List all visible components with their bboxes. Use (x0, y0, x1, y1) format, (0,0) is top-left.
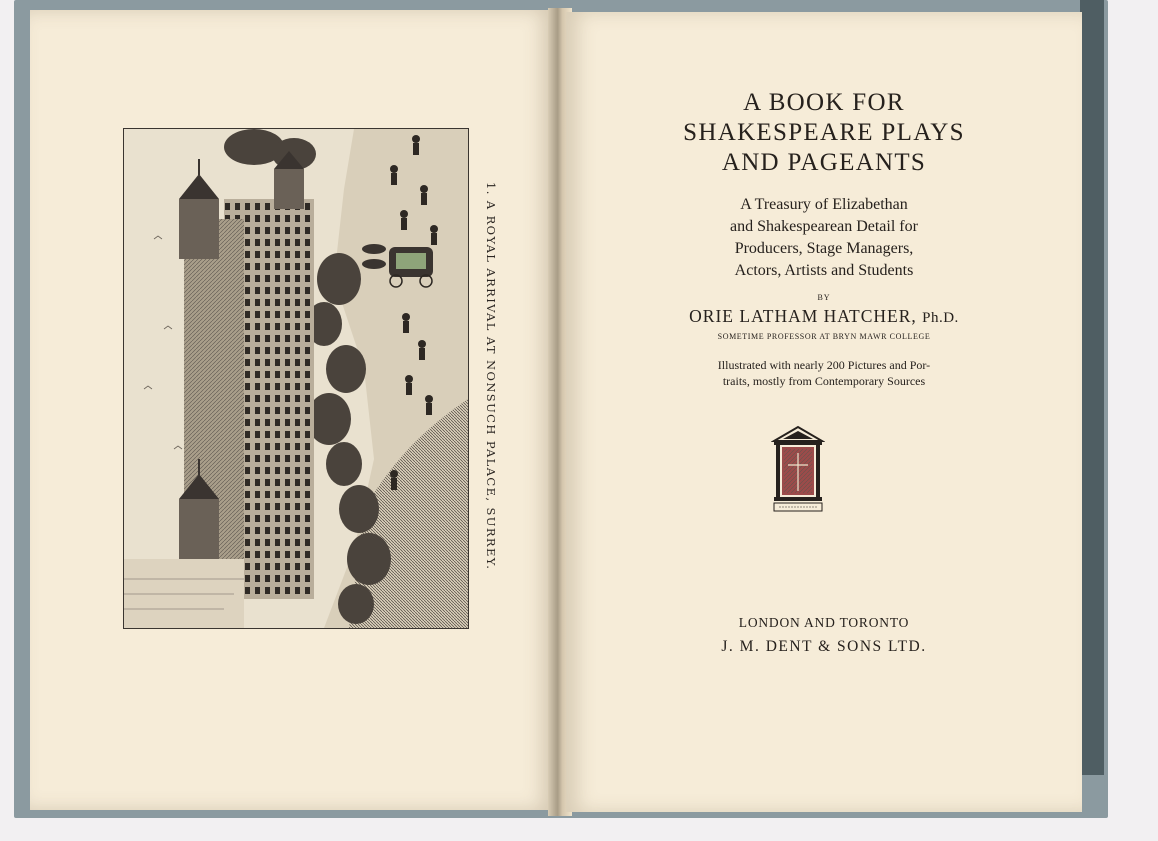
nonsuch-palace-engraving (124, 129, 468, 628)
subtitle-line: A Treasury of Elizabethan (740, 196, 908, 213)
subtitle-line: Producers, Stage Managers, (734, 240, 914, 257)
author-suffix: Ph.D. (922, 310, 959, 326)
title-line: AND PAGEANTS (721, 149, 927, 176)
illustration-note-line: Illustrated with nearly 200 Pictures and Por- (717, 358, 931, 372)
book-title (566, 88, 1082, 178)
author-name: ORIE LATHAM HATCHER, (689, 306, 917, 326)
by-label: BY (817, 293, 831, 302)
subtitle-line: Actors, Artists and Students (734, 262, 914, 279)
book-subtitle (566, 194, 1082, 282)
subtitle-line: and Shakespearean Detail for (730, 218, 918, 235)
publisher-place: LONDON AND TORONTO (738, 615, 910, 630)
publisher-name: J. M. DENT & SONS LTD. (721, 638, 927, 655)
frontispiece-plate (123, 128, 469, 629)
author-line (566, 306, 1082, 327)
author-affiliation: SOMETIME PROFESSOR AT BRYN MAWR COLLEGE (717, 332, 931, 341)
illustration-note-line: traits, mostly from Contemporary Sources (722, 374, 926, 388)
frontispiece-caption: 1. A ROYAL ARRIVAL AT NONSUCH PALACE, SURREY. (484, 182, 498, 571)
title-line: A BOOK FOR (743, 89, 905, 116)
publisher-device-icon (771, 425, 825, 513)
illustration-note (566, 357, 1082, 389)
title-line: SHAKESPEARE PLAYS (683, 119, 965, 146)
cover-edge (1080, 0, 1104, 775)
